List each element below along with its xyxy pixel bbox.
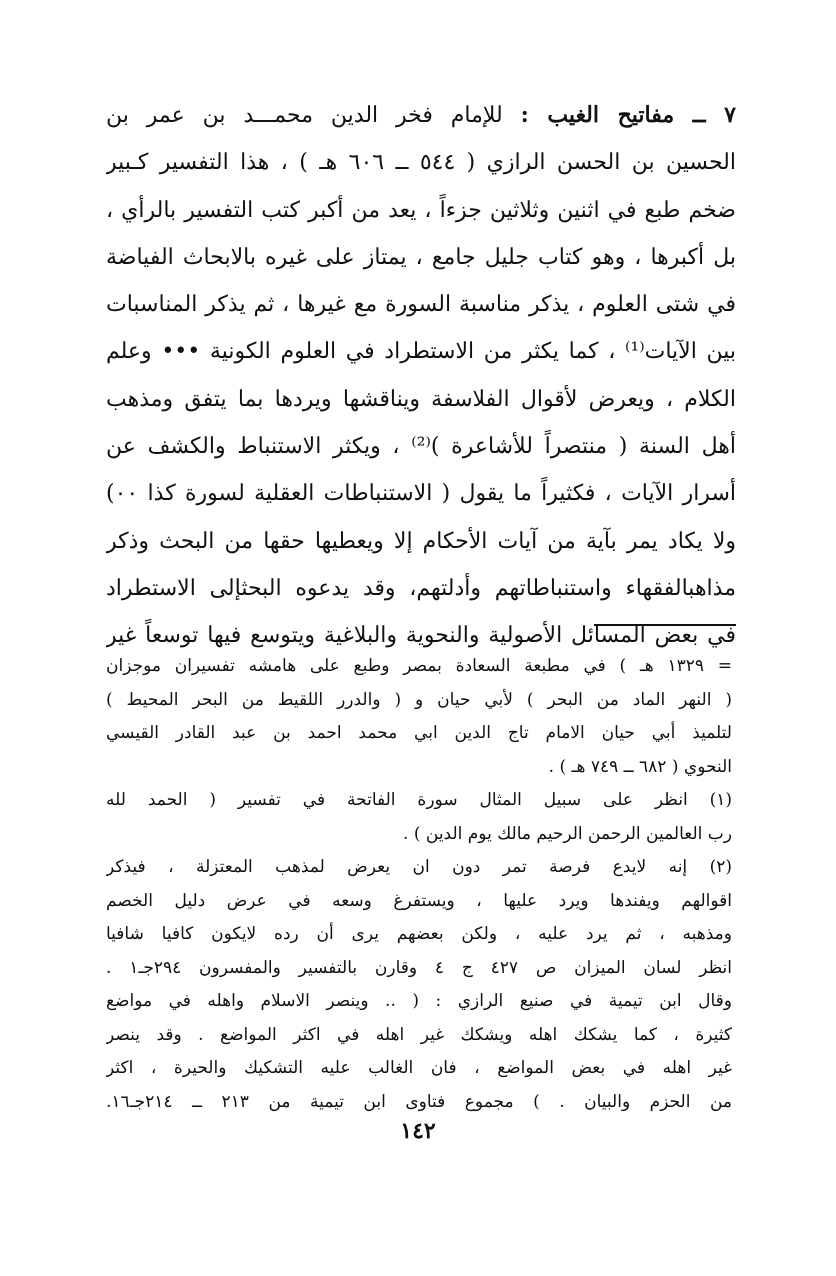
- footnote-line: ومذهبه ، ثم يرد عليه ، ولكن بعضهم يرى أن رده لايكون كافيا شافيا: [106, 924, 732, 944]
- main-text-line: الكلام ، ويعرض لأقوال الفلاسفة ويناقشها ويردها بما يتفق ومذهب: [106, 386, 736, 412]
- footnote-line: من الحزم والبيان . ) مجموع فتاوى ابن تيمية من ٢١٣ ــ ٢١٤جـ١٦.: [106, 1091, 732, 1112]
- footnote-line: لتلميذ أبي حيان الامام تاج الدين ابي محمد احمد بن عبد القادر القيسي: [106, 723, 732, 743]
- main-text-line: الحسين بن الحسن الرازي ( ٥٤٤ ــ ٦٠٦ هـ ) ، هذا التفسير كـبير: [106, 150, 736, 176]
- main-text-line: في شتى العلوم ، يذكر مناسبة السورة مع غيرها ، ثم يذكر المناسبات: [106, 292, 736, 318]
- main-text-line: أهل السنة ( منتصراً للأشاعرة )⁽²⁾ ، ويكثر الاستنباط والكشف عن: [106, 434, 736, 460]
- footnote-line: (١) انظر على سبيل المثال سورة الفاتحة في تفسير ( الحمد لله: [106, 790, 732, 810]
- main-text-block: [106, 92, 736, 660]
- footnote-line: غير اهله في بعض المواضع ، فان الغالب عليه التشكيك والحيرة ، اكثر: [106, 1058, 732, 1078]
- footnote-line: وقال ابن تيمية في صنيع الرازي : ( .. وينصر الاسلام واهله في مواضع: [106, 991, 732, 1011]
- footnote-line: اقوالهم ويفندها ويرد عليها ، ويستفرغ وسعه في عرض دليل الخصم: [106, 890, 732, 911]
- page-number: ١٤٢: [400, 1118, 436, 1144]
- footnote-line: كثيرة ، كما يشكك اهله ويشكك غير اهله في اكثر المواضع . وقد ينصر: [106, 1024, 732, 1045]
- footnote-line: ( النهر الماد من البحر ) لأبي حيان و ( والدرر اللقيط من البحر المحيط ): [106, 689, 732, 710]
- footnotes-block: [106, 650, 732, 1119]
- main-text-line: مذاهبالفقهاء واستنباطاتهم وأدلتهم، وقد يدعوه البحثإلى الاستطراد: [106, 575, 736, 601]
- main-text-line: بل أكبرها ، وهو كتاب جليل جامع ، يمتاز على غيره بالابحاث الفياضة: [106, 244, 736, 270]
- main-text-line: أسرار الآيات ، فكثيراً ما يقول ( الاستنباطات العقلية لسورة كذا ٠٠): [106, 481, 736, 507]
- footnote-line: رب العالمين الرحمن الرحيم مالك يوم الدين ) .: [403, 823, 732, 844]
- main-text-line: ولا يكاد يمر بآية من آيات الأحكام إلا ويعطيها حقها من البحث وذكر: [106, 528, 736, 554]
- footnote-line: انظر لسان الميزان ص ٤٢٧ ج ٤ وقارن بالتفسير والمفسرون ٢٩٤جـ١ .: [106, 957, 732, 978]
- footnote-line: النحوي ( ٦٨٢ ــ ٧٤٩ هـ ) .: [548, 756, 732, 777]
- main-text-line: بين الآيات⁽¹⁾ ، كما يكثر من الاستطراد في العلوم الكونية ••• وعلم: [106, 339, 736, 365]
- heading-continuation: للإمام فخر الدين محمـــد بن عمر بن: [106, 103, 521, 128]
- footnote-divider: [594, 624, 736, 626]
- main-text-line: ضخم طبع في اثنين وثلاثين جزءاً ، يعد من أكبر كتب التفسير بالرأي ،: [106, 197, 736, 223]
- footnote-line: (٢) إنه لايدع فرصة تمر دون ان يعرض لمذهب المعتزلة ، فيذكر: [106, 857, 732, 877]
- main-text-line: [106, 92, 736, 139]
- main-text-line: في بعض المسائل الأصولية والنحوية والبلاغية ويتوسع فيها توسعاً غير: [106, 623, 736, 649]
- footnote-line: = ١٣٢٩ هـ ) في مطبعة السعادة بمصر وطبع على هامشه تفسيران موجزان: [106, 656, 732, 676]
- section-heading: ٧ ــ مفاتيح الغيب :: [520, 102, 736, 128]
